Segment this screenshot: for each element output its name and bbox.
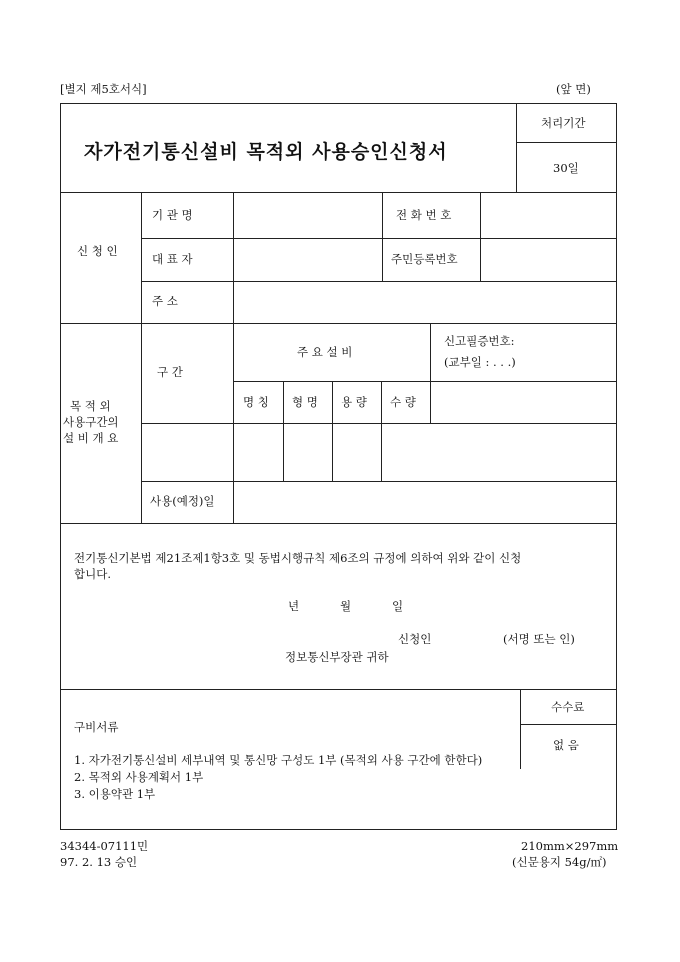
divider bbox=[520, 724, 617, 725]
form-number: [별지 제5호서식] bbox=[60, 82, 147, 96]
form-code: 34344-07111민 bbox=[60, 839, 149, 853]
phone-number-field[interactable] bbox=[481, 193, 616, 238]
resident-number-label: 주민등록번호 bbox=[391, 252, 458, 266]
declaration-line-1: 전기통신기본법 제21조제1항3호 및 동법시행규칙 제6조의 규정에 의하여 위와 같이 신청 bbox=[74, 551, 522, 565]
phone-number-label: 전 화 번 호 bbox=[396, 208, 452, 222]
processing-period-value: 30일 bbox=[553, 161, 579, 175]
required-documents-label: 구비서류 bbox=[74, 720, 119, 734]
equipment-model-label: 형 명 bbox=[292, 395, 318, 409]
representative-label: 대 표 자 bbox=[152, 252, 193, 266]
facility-section-label-2: 사용구간의 bbox=[63, 415, 119, 429]
facility-section-label-1: 목 적 외 bbox=[70, 399, 111, 413]
equipment-quantity-field[interactable] bbox=[382, 424, 429, 481]
form-title: 자가전기통신설비 목적외 사용승인신청서 bbox=[84, 141, 448, 163]
divider bbox=[60, 689, 617, 690]
paper-type: (신문용지 54g/㎡) bbox=[512, 855, 607, 869]
institution-name-label: 기 관 명 bbox=[152, 208, 193, 222]
equipment-name-label: 명 칭 bbox=[243, 395, 269, 409]
equipment-quantity-label: 수 량 bbox=[390, 395, 416, 409]
main-equipment-label: 주 요 설 비 bbox=[297, 345, 353, 359]
facility-section-label-3: 설 비 개 요 bbox=[63, 431, 119, 445]
address-label: 주 소 bbox=[152, 294, 178, 308]
paper-size: 210mm×297mm bbox=[521, 839, 619, 853]
document-item-2: 2. 목적외 사용계획서 1부 bbox=[74, 770, 204, 784]
date-year-label: 년 bbox=[288, 599, 300, 613]
use-date-label: 사용(예정)일 bbox=[150, 494, 215, 508]
addressee: 정보통신부장관 귀하 bbox=[285, 650, 389, 664]
fee-label: 수수료 bbox=[551, 700, 585, 714]
representative-field[interactable] bbox=[234, 239, 381, 281]
interval-field[interactable] bbox=[142, 424, 232, 481]
divider bbox=[516, 103, 517, 192]
approval-date: 97. 2. 13 승인 bbox=[60, 855, 138, 869]
declaration-line-2: 합니다. bbox=[74, 567, 111, 581]
divider bbox=[516, 142, 617, 143]
page-side-label: (앞 면) bbox=[556, 82, 591, 96]
date-day-label: 일 bbox=[392, 599, 404, 613]
equipment-capacity-label: 용 량 bbox=[341, 395, 367, 409]
document-item-1: 1. 자가전기통신설비 세부내역 및 통신망 구성도 1부 (목적외 사용 구간에 한한다) bbox=[74, 753, 483, 767]
applicant-sign-label: 신청인 bbox=[398, 632, 432, 646]
equipment-capacity-field[interactable] bbox=[333, 424, 380, 481]
issue-date-label: (교부일 : . . .) bbox=[444, 355, 516, 369]
equipment-model-field[interactable] bbox=[284, 424, 331, 481]
divider bbox=[520, 689, 521, 769]
institution-name-field[interactable] bbox=[234, 193, 381, 238]
address-field[interactable] bbox=[234, 282, 616, 323]
document-item-3: 3. 이용약관 1부 bbox=[74, 787, 156, 801]
resident-number-field[interactable] bbox=[481, 239, 616, 281]
fee-value: 없 음 bbox=[553, 738, 579, 752]
applicant-section-label: 신 청 인 bbox=[77, 244, 118, 258]
divider bbox=[382, 192, 383, 281]
divider bbox=[233, 381, 617, 382]
processing-period-label: 처리기간 bbox=[541, 116, 586, 130]
date-month-label: 월 bbox=[340, 599, 352, 613]
divider bbox=[60, 523, 617, 524]
signature-label: (서명 또는 인) bbox=[503, 632, 575, 646]
equipment-name-field[interactable] bbox=[234, 424, 282, 481]
report-certificate-label: 신고필증번호: bbox=[444, 334, 515, 348]
use-date-field[interactable] bbox=[234, 482, 616, 522]
interval-label: 구 간 bbox=[157, 365, 183, 379]
divider bbox=[430, 323, 431, 423]
divider bbox=[60, 323, 617, 324]
